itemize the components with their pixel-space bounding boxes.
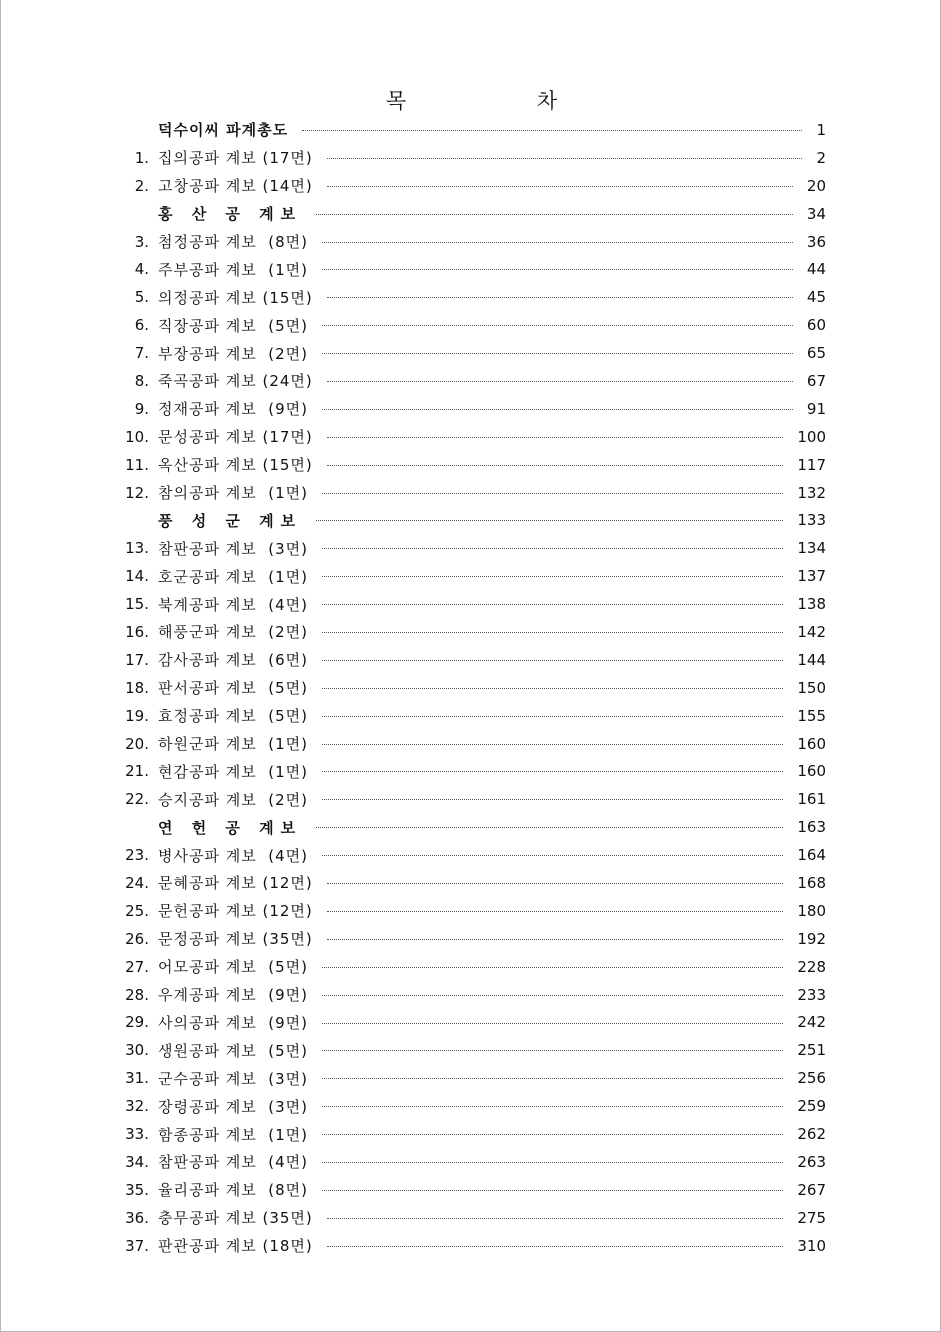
toc-entry-title: 집의공파 계보 (17면) xyxy=(158,149,313,168)
dot-leader xyxy=(322,995,783,996)
dot-leader xyxy=(322,325,793,326)
toc-entry-page-number: 155 xyxy=(797,706,826,725)
toc-entry-title: 충무공파 계보 (35면) xyxy=(158,1209,313,1228)
toc-entry xyxy=(1,451,941,479)
dot-leader xyxy=(327,883,784,884)
toc-entry-number: 2. xyxy=(134,176,149,195)
toc-entry-title: 판관공파 계보 (18면) xyxy=(158,1237,313,1256)
dot-leader xyxy=(322,353,793,354)
toc-entry-title: 장령공파 계보 (3면) xyxy=(158,1097,308,1116)
toc-entry-page-number: 310 xyxy=(797,1236,826,1255)
toc-entry-title: 주부공파 계보 (1면) xyxy=(158,260,308,279)
toc-entry-number: 9. xyxy=(134,399,149,418)
toc-entry xyxy=(1,646,941,674)
toc-entry-title: 군수공파 계보 (3면) xyxy=(158,1069,308,1088)
toc-entry-title: 함종공파 계보 (1면) xyxy=(158,1125,308,1144)
toc-entry-number: 24. xyxy=(125,873,149,892)
toc-entry-page-number: 100 xyxy=(797,427,826,446)
toc-entry xyxy=(1,1120,941,1148)
toc-entry-page-number: 91 xyxy=(806,399,826,418)
toc-entry-page-number: 259 xyxy=(797,1097,826,1116)
table-of-contents xyxy=(1,116,941,1260)
toc-entry xyxy=(1,841,941,869)
dot-leader xyxy=(322,1078,783,1079)
toc-entry-number: 37. xyxy=(125,1236,149,1255)
toc-entry-page-number: 44 xyxy=(806,260,826,279)
toc-entry-page-number: 1 xyxy=(816,120,826,139)
toc-entry-page-number: 133 xyxy=(797,511,826,530)
toc-entry-number: 27. xyxy=(125,957,149,976)
toc-entry xyxy=(1,1176,941,1204)
toc-entry-number: 28. xyxy=(125,985,149,1004)
dot-leader xyxy=(327,1246,784,1247)
dot-leader xyxy=(302,130,802,131)
toc-entry-number: 23. xyxy=(125,846,149,865)
toc-entry-title: 참판공파 계보 (3면) xyxy=(158,539,308,558)
toc-entry-title: 부장공파 계보 (2면) xyxy=(158,344,308,363)
toc-entry xyxy=(1,144,941,172)
toc-entry-page-number: 163 xyxy=(797,818,826,837)
toc-entry-page-number: 117 xyxy=(797,455,826,474)
toc-entry-title: 참의공파 계보 (1면) xyxy=(158,484,308,503)
dot-leader xyxy=(322,660,783,661)
toc-entry-page-number: 138 xyxy=(797,595,826,614)
toc-entry-page-number: 267 xyxy=(797,1180,826,1199)
dot-leader xyxy=(322,242,793,243)
toc-entry-page-number: 60 xyxy=(806,316,826,335)
toc-entry xyxy=(1,562,941,590)
toc-entry-title: 승지공파 계보 (2면) xyxy=(158,790,308,809)
toc-entry xyxy=(1,283,941,311)
toc-entry xyxy=(1,479,941,507)
dot-leader xyxy=(322,799,783,800)
dot-leader xyxy=(322,688,783,689)
toc-entry xyxy=(1,953,941,981)
dot-leader xyxy=(322,1134,783,1135)
dot-leader xyxy=(322,409,793,410)
dot-leader xyxy=(327,911,784,912)
toc-entry-page-number: 2 xyxy=(816,148,826,167)
toc-entry-number: 13. xyxy=(125,539,149,558)
toc-entry-title: 홍 산 공 계보 xyxy=(158,205,303,224)
toc-entry xyxy=(1,311,941,339)
toc-entry-title: 첨정공파 계보 (8면) xyxy=(158,233,308,251)
toc-entry-title: 현감공파 계보 (1면) xyxy=(158,762,308,781)
dot-leader xyxy=(327,297,793,298)
toc-entry-number: 1. xyxy=(134,148,149,167)
toc-entry-title: 정재공파 계보 (9면) xyxy=(158,400,308,419)
toc-entry-page-number: 142 xyxy=(797,622,826,641)
toc-entry xyxy=(1,1148,941,1176)
toc-entry-number: 29. xyxy=(125,1013,149,1032)
toc-entry-number: 5. xyxy=(134,288,149,307)
toc-entry xyxy=(1,228,941,256)
toc-entry-title: 효정공파 계보 (5면) xyxy=(158,707,308,726)
toc-entry-number: 10. xyxy=(125,427,149,446)
toc-entry-title: 감사공파 계보 (6면) xyxy=(158,651,308,670)
toc-entry xyxy=(1,813,941,841)
toc-entry-number: 7. xyxy=(134,344,149,363)
toc-entry-page-number: 160 xyxy=(797,762,826,781)
dot-leader xyxy=(327,1218,784,1219)
toc-entry-page-number: 263 xyxy=(797,1152,826,1171)
toc-entry-number: 22. xyxy=(125,790,149,809)
toc-entry-number: 30. xyxy=(125,1041,149,1060)
toc-entry xyxy=(1,1092,941,1120)
toc-entry xyxy=(1,506,941,534)
toc-entry xyxy=(1,1204,941,1232)
toc-entry-number: 20. xyxy=(125,734,149,753)
toc-entry-title: 의정공파 계보 (15면) xyxy=(158,288,313,307)
toc-entry-title: 죽곡공파 계보 (24면) xyxy=(158,372,313,391)
toc-entry-page-number: 168 xyxy=(797,873,826,892)
dot-leader xyxy=(327,158,803,159)
dot-leader xyxy=(322,855,783,856)
dot-leader xyxy=(316,827,783,828)
toc-entry-number: 31. xyxy=(125,1069,149,1088)
toc-entry-number: 21. xyxy=(125,762,149,781)
toc-entry-page-number: 65 xyxy=(806,344,826,363)
toc-entry-title: 호군공파 계보 (1면) xyxy=(158,567,308,586)
dot-leader xyxy=(327,465,784,466)
dot-leader xyxy=(316,214,793,215)
toc-entry xyxy=(1,869,941,897)
toc-entry-number: 26. xyxy=(125,929,149,948)
toc-entry xyxy=(1,925,941,953)
toc-entry-page-number: 132 xyxy=(797,483,826,502)
toc-entry-page-number: 144 xyxy=(797,650,826,669)
toc-entry-title: 옥산공파 계보 (15면) xyxy=(158,456,313,475)
toc-entry-number: 34. xyxy=(125,1152,149,1171)
toc-entry xyxy=(1,255,941,283)
toc-entry-page-number: 137 xyxy=(797,567,826,586)
toc-entry-page-number: 233 xyxy=(797,985,826,1004)
toc-entry-page-number: 20 xyxy=(806,176,826,195)
toc-entry-page-number: 251 xyxy=(797,1041,826,1060)
toc-entry-page-number: 180 xyxy=(797,901,826,920)
dot-leader xyxy=(327,381,793,382)
toc-entry-page-number: 256 xyxy=(797,1069,826,1088)
toc-entry-title: 문정공파 계보 (35면) xyxy=(158,930,313,949)
toc-entry xyxy=(1,116,941,144)
toc-entry xyxy=(1,897,941,925)
toc-entry-page-number: 45 xyxy=(806,288,826,307)
toc-entry-title: 하원군파 계보 (1면) xyxy=(158,735,308,754)
toc-entry-number: 16. xyxy=(125,622,149,641)
toc-entry xyxy=(1,702,941,730)
toc-entry-page-number: 275 xyxy=(797,1208,826,1227)
toc-entry-title: 고창공파 계보 (14면) xyxy=(158,177,313,196)
toc-entry xyxy=(1,534,941,562)
dot-leader xyxy=(327,939,784,940)
dot-leader xyxy=(322,493,783,494)
dot-leader xyxy=(322,1050,783,1051)
toc-entry-page-number: 161 xyxy=(797,790,826,809)
toc-entry xyxy=(1,618,941,646)
dot-leader xyxy=(322,716,783,717)
toc-entry-number: 33. xyxy=(125,1125,149,1143)
toc-entry-title: 덕수이씨 파계총도 xyxy=(158,121,289,140)
toc-entry xyxy=(1,395,941,423)
toc-entry-number: 36. xyxy=(125,1208,149,1227)
toc-entry-page-number: 36 xyxy=(806,232,826,251)
toc-entry xyxy=(1,367,941,395)
toc-entry xyxy=(1,339,941,367)
toc-entry xyxy=(1,674,941,702)
toc-entry-number: 32. xyxy=(125,1097,149,1116)
toc-entry-number: 25. xyxy=(125,901,149,920)
toc-entry-title: 생원공파 계보 (5면) xyxy=(158,1041,308,1060)
toc-entry-title: 병사공파 계보 (4면) xyxy=(158,846,308,865)
toc-entry-title: 문헌공파 계보 (12면) xyxy=(158,902,313,921)
toc-entry-title: 연 헌 공 계보 xyxy=(158,818,303,837)
toc-entry-number: 8. xyxy=(134,371,149,390)
toc-entry xyxy=(1,1036,941,1064)
toc-entry-number: 3. xyxy=(134,232,149,251)
dot-leader xyxy=(322,632,783,633)
toc-entry-page-number: 150 xyxy=(797,678,826,697)
dot-leader xyxy=(322,1162,783,1163)
dot-leader xyxy=(316,520,783,521)
toc-entry-page-number: 134 xyxy=(797,539,826,558)
toc-entry xyxy=(1,590,941,618)
toc-entry-page-number: 192 xyxy=(797,929,826,948)
dot-leader xyxy=(322,269,793,270)
toc-entry-page-number: 164 xyxy=(797,846,826,865)
toc-entry-number: 17. xyxy=(125,650,149,669)
toc-entry-number: 11. xyxy=(125,455,149,474)
dot-leader xyxy=(322,604,783,605)
toc-entry-page-number: 160 xyxy=(797,734,826,753)
toc-entry xyxy=(1,981,941,1009)
toc-entry-number: 14. xyxy=(125,567,149,586)
toc-entry xyxy=(1,785,941,813)
toc-entry-title: 문혜공파 계보 (12면) xyxy=(158,874,313,893)
toc-entry-number: 12. xyxy=(125,483,149,502)
toc-entry-page-number: 67 xyxy=(806,371,826,390)
toc-entry-page-number: 262 xyxy=(797,1125,826,1143)
toc-entry-title: 문성공파 계보 (17면) xyxy=(158,428,313,447)
dot-leader xyxy=(327,437,784,438)
toc-entry xyxy=(1,757,941,785)
toc-entry xyxy=(1,1064,941,1092)
dot-leader xyxy=(322,1106,783,1107)
toc-entry-page-number: 242 xyxy=(797,1013,826,1032)
toc-entry-title: 참판공파 계보 (4면) xyxy=(158,1153,308,1172)
dot-leader xyxy=(322,1190,783,1191)
toc-entry-number: 15. xyxy=(125,595,149,614)
dot-leader xyxy=(322,967,783,968)
dot-leader xyxy=(322,771,783,772)
toc-entry xyxy=(1,423,941,451)
toc-entry-title: 북계공파 계보 (4면) xyxy=(158,595,308,614)
toc-entry-number: 4. xyxy=(134,260,149,279)
toc-entry-title: 어모공파 계보 (5면) xyxy=(158,958,308,977)
toc-entry-title: 직장공파 계보 (5면) xyxy=(158,316,308,335)
toc-entry-number: 6. xyxy=(134,316,149,335)
toc-entry-title: 해풍군파 계보 (2면) xyxy=(158,623,308,642)
toc-entry-title: 율리공파 계보 (8면) xyxy=(158,1181,308,1200)
dot-leader xyxy=(322,1023,783,1024)
toc-entry-number: 18. xyxy=(125,678,149,697)
toc-entry-title: 우계공파 계보 (9면) xyxy=(158,986,308,1005)
dot-leader xyxy=(322,576,783,577)
toc-entry xyxy=(1,172,941,200)
toc-entry-title: 사의공파 계보 (9면) xyxy=(158,1013,308,1032)
page-title: 목 차 xyxy=(385,89,620,113)
toc-entry-number: 35. xyxy=(125,1180,149,1199)
toc-entry-title: 풍 성 군 계보 xyxy=(158,511,303,530)
toc-entry-number: 19. xyxy=(125,706,149,725)
toc-entry-page-number: 228 xyxy=(797,957,826,976)
toc-entry xyxy=(1,730,941,758)
toc-entry xyxy=(1,1009,941,1037)
toc-entry-title: 판서공파 계보 (5면) xyxy=(158,679,308,698)
dot-leader xyxy=(322,744,783,745)
toc-entry xyxy=(1,1232,941,1260)
toc-entry-page-number: 34 xyxy=(806,204,826,223)
dot-leader xyxy=(322,548,783,549)
toc-entry xyxy=(1,200,941,228)
dot-leader xyxy=(327,186,793,187)
